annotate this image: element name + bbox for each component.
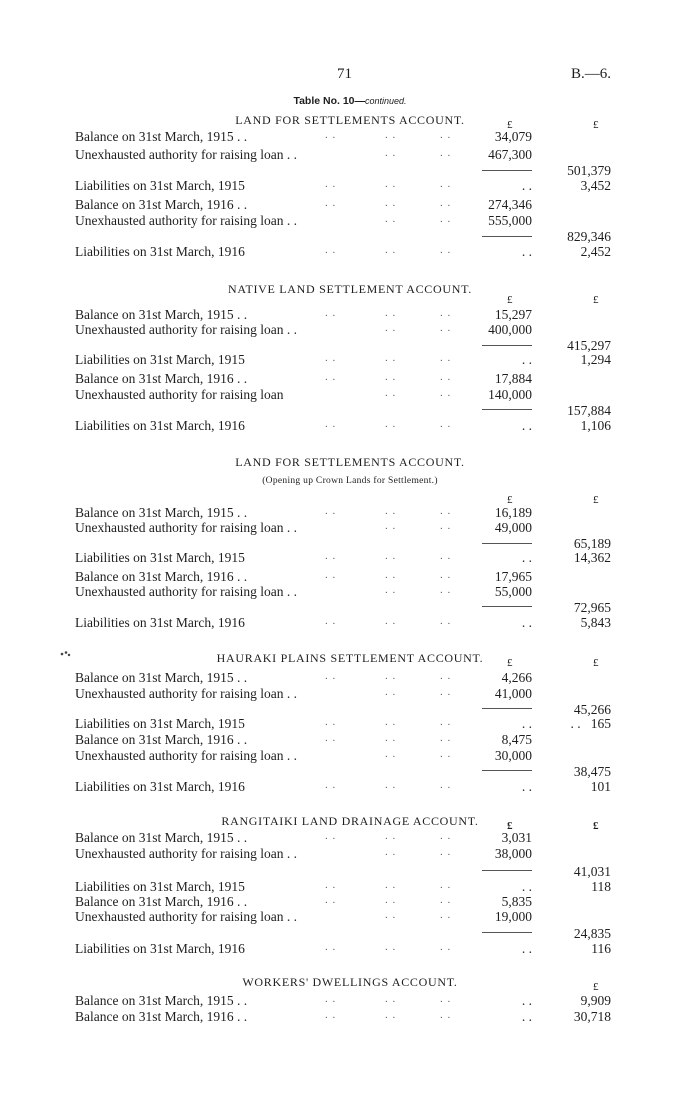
table-title-main: Table No. 10— xyxy=(293,95,366,107)
table-row xyxy=(0,163,700,179)
dot-leader: . . xyxy=(385,213,397,225)
table-row xyxy=(0,352,700,368)
dot-leader: . . xyxy=(440,670,452,682)
row-value-col2: 3,452 xyxy=(580,178,611,193)
dot-leader: . . xyxy=(325,197,337,209)
table-row xyxy=(0,129,700,145)
row-label: Balance on 31st March, 1916 . . xyxy=(75,197,248,212)
dot-leader: . . xyxy=(385,830,397,842)
row-label: Balance on 31st March, 1915 . . xyxy=(75,307,248,322)
section-title: HAURAKI PLAINS SETTLEMENT ACCOUNT. xyxy=(216,651,484,665)
dot-leader: . . xyxy=(325,244,337,256)
table-row xyxy=(0,147,700,163)
dot-leader: . . xyxy=(385,748,397,760)
currency-header-2: £ xyxy=(593,657,599,669)
row-value-col1: 274,346 xyxy=(488,197,532,212)
table-row xyxy=(0,505,700,521)
dot-leader: . . xyxy=(440,584,452,596)
dot-leader: . . xyxy=(325,569,337,581)
table-row xyxy=(0,716,700,732)
dot-leader: . . xyxy=(325,830,337,842)
row-value-col1: 15,297 xyxy=(494,307,532,322)
row-label: Balance on 31st March, 1915 . . xyxy=(75,505,248,520)
dot-leader: . . xyxy=(325,941,337,953)
dot-leader: . . xyxy=(385,244,397,256)
row-label: Liabilities on 31st March, 1915 xyxy=(75,879,245,894)
table-row xyxy=(0,371,700,387)
table-title-suffix: continued. xyxy=(365,96,407,106)
currency-header-2: £ xyxy=(593,820,599,832)
currency-header-2: £ xyxy=(593,981,599,993)
row-label: Liabilities on 31st March, 1915 xyxy=(75,178,245,193)
table-row xyxy=(0,864,700,880)
dot-leader: . . xyxy=(440,307,452,319)
dot-leader: . . xyxy=(385,129,397,141)
dot-leader: . . xyxy=(385,418,397,430)
row-value-col2: 5,843 xyxy=(580,615,611,630)
dot-leader: . . xyxy=(325,879,337,891)
dot-leader: . . xyxy=(440,371,452,383)
row-label: Balance on 31st March, 1916 . . xyxy=(75,371,248,386)
dot-leader: . . xyxy=(325,352,337,364)
currency-header-2: £ xyxy=(593,494,599,506)
dot-leader: . . xyxy=(385,686,397,698)
row-value-col2: 118 xyxy=(591,879,611,894)
row-value-col2: 829,346 xyxy=(567,229,611,244)
table-row xyxy=(0,879,700,895)
dot-leader: . . xyxy=(325,129,337,141)
dot-leader: . . xyxy=(440,244,452,256)
page-number: 71 xyxy=(337,66,352,82)
table-row xyxy=(0,403,700,419)
dot-leader: . . xyxy=(385,197,397,209)
dot-leader: . . xyxy=(325,732,337,744)
dot-leader: . . xyxy=(385,670,397,682)
currency-header-2: £ xyxy=(593,294,599,306)
row-label: Liabilities on 31st March, 1915 xyxy=(75,352,245,367)
row-value-col1: . . xyxy=(521,779,532,794)
table-row xyxy=(0,418,700,434)
dot-leader: . . xyxy=(440,748,452,760)
row-value-col1: 467,300 xyxy=(488,147,532,162)
row-value-col2: 1,106 xyxy=(580,418,611,433)
row-value-col2: 65,189 xyxy=(573,536,611,551)
row-value-col2: 38,475 xyxy=(573,764,611,779)
row-value-col1: 17,884 xyxy=(494,371,532,386)
table-row xyxy=(0,197,700,213)
dot-leader: . . xyxy=(385,879,397,891)
dot-leader: . . xyxy=(440,520,452,532)
row-label: Unexhausted authority for raising loan . . xyxy=(75,213,297,228)
currency-header-2: £ xyxy=(593,119,599,131)
row-value-col1: 19,000 xyxy=(494,909,532,924)
row-value-col2: 45,266 xyxy=(573,702,611,717)
dot-leader: . . xyxy=(325,550,337,562)
row-value-col2: 2,452 xyxy=(580,244,611,259)
dot-leader: . . xyxy=(440,418,452,430)
dot-leader: . . xyxy=(385,584,397,596)
currency-header-1: £ xyxy=(507,820,513,832)
dot-leader: . . xyxy=(440,615,452,627)
row-label: Balance on 31st March, 1916 . . xyxy=(75,1009,248,1024)
dot-leader: . . xyxy=(440,830,452,842)
table-row xyxy=(0,550,700,566)
dot-leader: . . xyxy=(385,615,397,627)
dot-leader: . . xyxy=(385,371,397,383)
dot-leader: . . xyxy=(385,716,397,728)
row-value-col1: 3,031 xyxy=(501,830,532,845)
table-row xyxy=(0,178,700,194)
table-row xyxy=(0,1009,700,1025)
row-value-col1: 140,000 xyxy=(488,387,532,402)
dot-leader: . . xyxy=(385,147,397,159)
row-label: Balance on 31st March, 1916 . . xyxy=(75,894,248,909)
table-row xyxy=(0,830,700,846)
table-row xyxy=(0,584,700,600)
dot-leader: . . xyxy=(385,779,397,791)
table-row xyxy=(0,894,700,910)
row-value-col1: 17,965 xyxy=(494,569,532,584)
row-value-col1: 16,189 xyxy=(494,505,532,520)
row-label: Balance on 31st March, 1915 . . xyxy=(75,993,248,1008)
dot-leader: . . xyxy=(385,1009,397,1021)
row-value-col2: 30,718 xyxy=(573,1009,611,1024)
dot-leader: . . xyxy=(385,846,397,858)
row-value-col1: 55,000 xyxy=(494,584,532,599)
row-value-col1: . . xyxy=(521,178,532,193)
row-value-col1: . . xyxy=(521,615,532,630)
table-title xyxy=(0,95,700,107)
row-value-col2: 1,294 xyxy=(580,352,611,367)
row-label: Unexhausted authority for raising loan . . xyxy=(75,686,297,701)
row-label: Unexhausted authority for raising loan . . xyxy=(75,909,297,924)
row-value-col2: 101 xyxy=(590,779,611,794)
dot-leader: . . xyxy=(440,147,452,159)
row-value-col2: 9,909 xyxy=(580,993,611,1008)
table-row xyxy=(0,909,700,925)
row-label: Unexhausted authority for raising loan xyxy=(75,387,284,402)
row-value-col2: 501,379 xyxy=(567,163,611,178)
dot-leader: . . xyxy=(385,387,397,399)
row-value-col1: 34,079 xyxy=(494,129,532,144)
table-row xyxy=(0,748,700,764)
currency-header-1: £ xyxy=(507,494,513,506)
row-label: Liabilities on 31st March, 1916 xyxy=(75,941,245,956)
dot-leader: . . xyxy=(325,505,337,517)
row-label: Liabilities on 31st March, 1916 xyxy=(75,615,245,630)
table-row xyxy=(0,941,700,957)
table-row xyxy=(0,229,700,245)
table-row xyxy=(0,779,700,795)
section-subtitle: (Opening up Crown Lands for Settlement.) xyxy=(262,476,438,486)
dot-leader: . . xyxy=(440,129,452,141)
dot-leader: . . xyxy=(440,197,452,209)
row-label: Balance on 31st March, 1916 . . xyxy=(75,569,248,584)
dot-leader: . . xyxy=(440,894,452,906)
row-label: Liabilities on 31st March, 1915 xyxy=(75,716,245,731)
dot-leader: . . xyxy=(385,993,397,1005)
row-label: Liabilities on 31st March, 1916 xyxy=(75,418,245,433)
dot-leader: . . xyxy=(385,894,397,906)
dot-leader: . . xyxy=(385,178,397,190)
row-value-col1: . . xyxy=(521,941,532,956)
dot-leader: . . xyxy=(385,569,397,581)
row-label: Unexhausted authority for raising loan . . xyxy=(75,322,297,337)
row-label: Unexhausted authority for raising loan . . xyxy=(75,584,297,599)
dot-leader: . . xyxy=(440,779,452,791)
dot-leader: . . xyxy=(325,418,337,430)
row-value-col1: . . xyxy=(521,879,532,894)
row-label: Liabilities on 31st March, 1916 xyxy=(75,244,245,259)
row-value-col1: 8,475 xyxy=(501,732,532,747)
dot-leader: . . xyxy=(385,352,397,364)
table-row xyxy=(0,307,700,323)
row-value-col2: 41,031 xyxy=(573,864,611,879)
row-label: Unexhausted authority for raising loan . . xyxy=(75,748,297,763)
row-label: Liabilities on 31st March, 1915 xyxy=(75,550,245,565)
currency-header-1: £ xyxy=(507,119,513,131)
dot-leader: . . xyxy=(440,322,452,334)
section-title: NATIVE LAND SETTLEMENT ACCOUNT. xyxy=(228,282,472,296)
table-row xyxy=(0,926,700,942)
dot-leader: . . xyxy=(440,993,452,1005)
dot-leader: . . xyxy=(325,716,337,728)
dot-leader: . . xyxy=(385,322,397,334)
dot-leader: . . xyxy=(325,779,337,791)
table-row xyxy=(0,993,700,1009)
currency-header-1: £ xyxy=(507,657,513,669)
table-row xyxy=(0,569,700,585)
section-title: LAND FOR SETTLEMENTS ACCOUNT. xyxy=(235,113,465,127)
row-value-col1: . . xyxy=(521,993,532,1008)
row-value-col2: 415,297 xyxy=(567,338,611,353)
dot-leader: . . xyxy=(440,505,452,517)
section-title: LAND FOR SETTLEMENTS ACCOUNT. xyxy=(235,455,465,469)
table-row xyxy=(0,387,700,403)
row-value-col1: . . xyxy=(521,418,532,433)
dot-leader: . . xyxy=(440,1009,452,1021)
dot-leader: . . xyxy=(325,307,337,319)
row-value-col2: 116 xyxy=(591,941,611,956)
row-value-col1: . . xyxy=(521,352,532,367)
row-value-col1: 5,835 xyxy=(501,894,532,909)
dot-leader: . . xyxy=(440,178,452,190)
row-value-col1: . . xyxy=(521,244,532,259)
dot-leader: . . xyxy=(440,909,452,921)
row-value-col1: 41,000 xyxy=(494,686,532,701)
dot-leader: . . xyxy=(440,387,452,399)
table-row xyxy=(0,846,700,862)
row-value-col1: 49,000 xyxy=(494,520,532,535)
table-row xyxy=(0,764,700,780)
table-row xyxy=(0,686,700,702)
row-value-col2: 14,362 xyxy=(573,550,611,565)
dot-leader: . . xyxy=(385,505,397,517)
row-value-col1: 30,000 xyxy=(494,748,532,763)
dot-leader: . . xyxy=(440,569,452,581)
currency-header-1: £ xyxy=(507,294,513,306)
dot-leader: . . xyxy=(385,941,397,953)
row-value-col2: . . 165 xyxy=(570,716,611,731)
dot-leader: . . xyxy=(385,520,397,532)
row-value-col1: . . xyxy=(521,1009,532,1024)
dot-leader: . . xyxy=(440,846,452,858)
dot-leader: . . xyxy=(440,716,452,728)
dot-leader: . . xyxy=(325,1009,337,1021)
dot-leader: . . xyxy=(440,213,452,225)
dot-leader: . . xyxy=(325,371,337,383)
dot-leader: . . xyxy=(325,178,337,190)
dot-leader: . . xyxy=(440,941,452,953)
row-value-col1: 400,000 xyxy=(488,322,532,337)
row-label: Balance on 31st March, 1915 . . xyxy=(75,129,248,144)
row-label: Unexhausted authority for raising loan . . xyxy=(75,147,297,162)
row-value-col2: 24,835 xyxy=(573,926,611,941)
table-row xyxy=(0,213,700,229)
row-value-col1: 555,000 xyxy=(488,213,532,228)
dot-leader: . . xyxy=(440,550,452,562)
dot-leader: . . xyxy=(440,352,452,364)
dot-leader: . . xyxy=(325,670,337,682)
table-row xyxy=(0,520,700,536)
dot-leader: . . xyxy=(440,732,452,744)
dot-leader: . . xyxy=(325,615,337,627)
dot-leader: . . xyxy=(385,909,397,921)
dot-leader: . . xyxy=(385,550,397,562)
table-row xyxy=(0,322,700,338)
table-row xyxy=(0,600,700,616)
row-label: Balance on 31st March, 1916 . . xyxy=(75,732,248,747)
dot-leader: . . xyxy=(385,732,397,744)
row-label: Unexhausted authority for raising loan . . xyxy=(75,520,297,535)
section-title: RANGITAIKI LAND DRAINAGE ACCOUNT. xyxy=(221,814,479,828)
dot-leader: . . xyxy=(440,686,452,698)
dot-leader: . . xyxy=(440,879,452,891)
dot-leader: . . xyxy=(325,993,337,1005)
dot-leader: . . xyxy=(325,894,337,906)
document-reference: B.—6. xyxy=(570,66,611,82)
row-label: Unexhausted authority for raising loan . . xyxy=(75,846,297,861)
row-value-col1: 4,266 xyxy=(501,670,532,685)
row-label: Balance on 31st March, 1915 . . xyxy=(75,830,248,845)
table-row xyxy=(0,732,700,748)
dot-leader: . . xyxy=(385,307,397,319)
row-value-col2: 72,965 xyxy=(573,600,611,615)
section-title: WORKERS' DWELLINGS ACCOUNT. xyxy=(242,975,458,989)
row-value-col1: . . xyxy=(521,550,532,565)
table-row xyxy=(0,670,700,686)
row-value-col1: 38,000 xyxy=(494,846,532,861)
table-row xyxy=(0,244,700,260)
row-label: Liabilities on 31st March, 1916 xyxy=(75,779,245,794)
table-row xyxy=(0,615,700,631)
row-label: Balance on 31st March, 1915 . . xyxy=(75,670,248,685)
row-value-col1: . . xyxy=(521,716,532,731)
row-value-col2: 157,884 xyxy=(567,403,611,418)
